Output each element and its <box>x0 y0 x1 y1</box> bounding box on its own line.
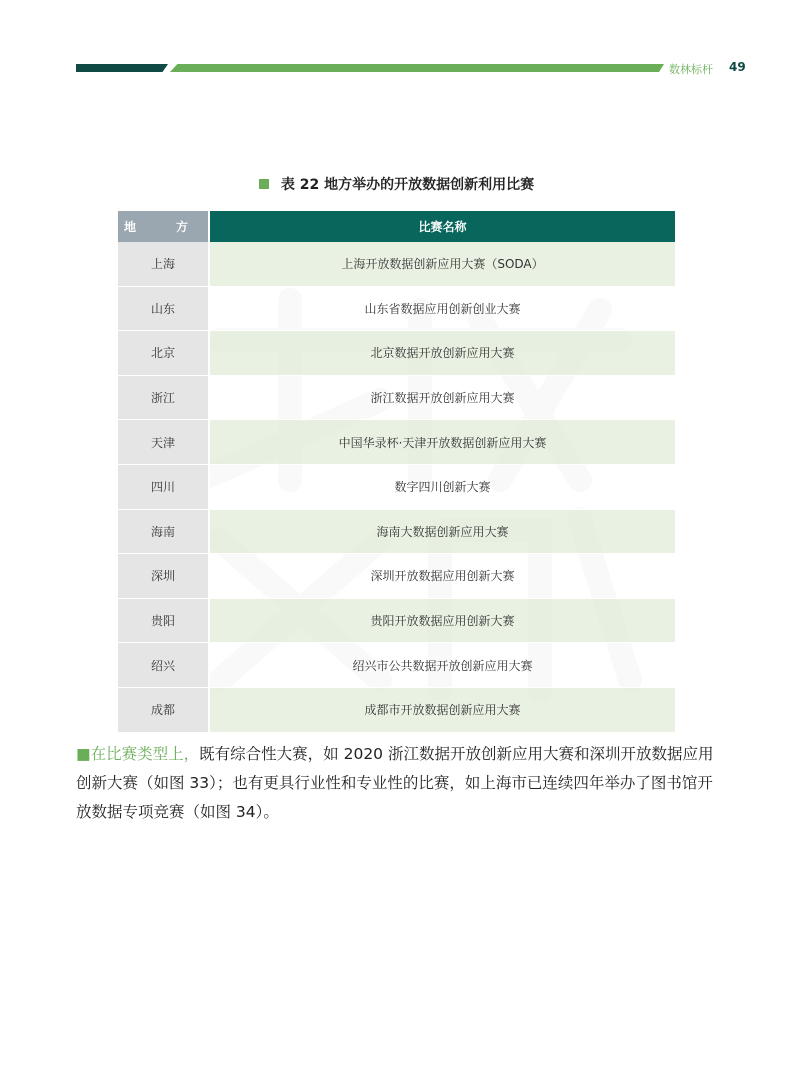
competition-cell: 上海开放数据创新应用大赛（SODA） <box>209 242 675 286</box>
table-title: 表 22 地方举办的开放数据创新利用比赛 <box>280 177 535 193</box>
paragraph-body: 既有综合性大赛，如 2020 浙江数据开放创新应用大赛和深圳开放数据应用创新大赛（如图 33）；也有更具行业性和专业性的比赛，如上海市已连续四年举办了图书馆开放数据专项竞赛（如图 34）。 <box>76 745 714 821</box>
table-row <box>118 464 675 509</box>
competition-cell: 深圳开放数据应用创新大赛 <box>209 554 675 599</box>
header-bar-green <box>170 64 664 72</box>
competition-cell: 海南大数据创新应用大赛 <box>209 509 675 554</box>
table-row <box>118 375 675 420</box>
bullet-square-icon <box>259 179 269 189</box>
table-row <box>118 554 675 599</box>
competition-cell: 数字四川创新大赛 <box>209 464 675 509</box>
region-cell: 四川 <box>118 464 209 509</box>
body-paragraph <box>76 740 722 827</box>
competition-cell: 成都市开放数据创新应用大赛 <box>209 687 675 732</box>
table-row <box>118 598 675 643</box>
table-header-row <box>118 211 675 242</box>
region-cell: 深圳 <box>118 554 209 599</box>
header-bar-dark <box>76 64 168 72</box>
page-number: 49 <box>729 60 746 74</box>
competition-cell: 贵阳开放数据应用创新大赛 <box>209 598 675 643</box>
region-cell: 天津 <box>118 420 209 465</box>
region-cell: 贵阳 <box>118 598 209 643</box>
competition-cell: 浙江数据开放创新应用大赛 <box>209 375 675 420</box>
competition-cell: 山东省数据应用创新创业大赛 <box>209 286 675 331</box>
region-cell: 山东 <box>118 286 209 331</box>
table-row <box>118 242 675 286</box>
region-cell: 浙江 <box>118 375 209 420</box>
table-row <box>118 509 675 554</box>
table-row <box>118 286 675 331</box>
table-row <box>118 331 675 376</box>
region-cell: 绍兴 <box>118 643 209 688</box>
region-cell: 上海 <box>118 242 209 286</box>
competition-cell: 绍兴市公共数据开放创新应用大赛 <box>209 643 675 688</box>
paragraph-lead: ■在比赛类型上， <box>76 745 200 763</box>
table-row <box>118 420 675 465</box>
region-cell: 成都 <box>118 687 209 732</box>
column-header-competition: 比赛名称 <box>209 211 675 242</box>
region-cell: 海南 <box>118 509 209 554</box>
header-section-title: 数林标杆 <box>669 63 713 76</box>
competition-cell: 北京数据开放创新应用大赛 <box>209 331 675 376</box>
competition-cell: 中国华录杯·天津开放数据创新应用大赛 <box>209 420 675 465</box>
competition-table <box>118 211 675 733</box>
table-row <box>118 643 675 688</box>
region-cell: 北京 <box>118 331 209 376</box>
column-header-region: 地 方 <box>118 211 209 242</box>
paragraph-lead-text: 在比赛类型上， <box>90 745 200 763</box>
table-row <box>118 687 675 732</box>
table-caption <box>0 174 793 194</box>
